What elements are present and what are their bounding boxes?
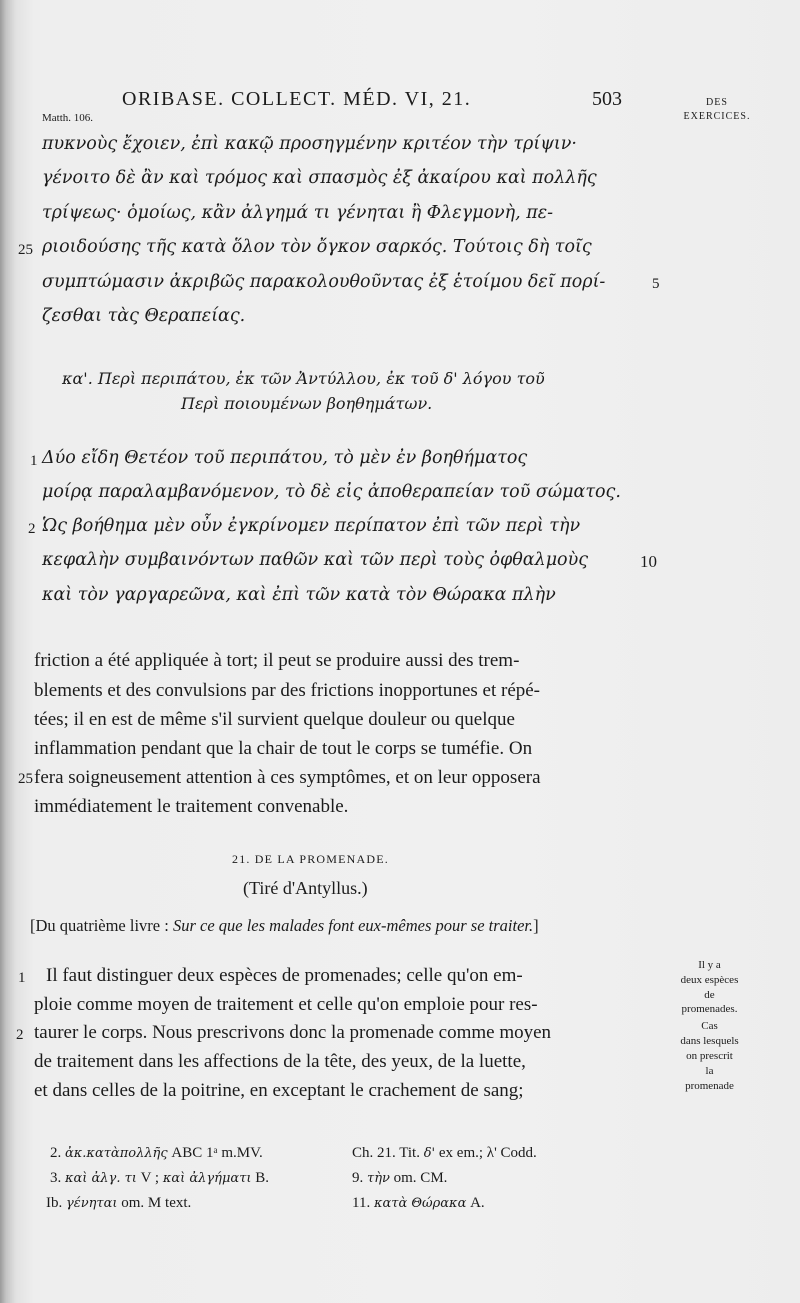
- greek-chapter-line: καὶ τὸν γαργαρεῶνα, καὶ ἐπὶ τῶν κατὰ τὸν Θώρακα πλὴν: [42, 585, 556, 605]
- footnote: Ch. 21. Tit. δ' ex em.; λ' Codd.: [352, 1145, 537, 1161]
- line-number-25: 25: [18, 242, 33, 258]
- french-body-line: ploie comme moyen de traitement et celle qu'on emploie pour res-: [34, 994, 538, 1015]
- book-note-suffix: ]: [533, 916, 539, 935]
- greek-line: συμπτώμασιν ἀκριβῶς παρακολουθοῦντας ἐξ ἑτοίμου δεῖ πορί-: [42, 272, 606, 292]
- line-number-25: 25: [18, 771, 33, 787]
- side-note-line: on prescrit: [686, 1050, 733, 1062]
- side-note-line: promenades.: [681, 1003, 738, 1015]
- greek-chapter-line: Δύο εἴδη Θετέον τοῦ περιπάτου, τὸ μὲν ἐν βοηθήματος: [42, 448, 528, 468]
- matthaei-reference: Matth. 106.: [42, 112, 94, 124]
- book-note-title: Sur ce que les malades font eux-mêmes pour se traiter.: [172, 916, 534, 935]
- french-line: blements et des convulsions par des frictions inopportunes et répé-: [34, 680, 541, 701]
- page-number: 503: [592, 88, 622, 110]
- running-title: ORIBASE. COLLECT. MÉD. VI, 21.: [122, 88, 472, 110]
- line-number-5: 5: [652, 276, 660, 292]
- book-note-prefix: [Du quatrième livre :: [30, 916, 173, 935]
- margin-heading-line-1: DES: [706, 97, 728, 108]
- french-body-line: taurer le corps. Nous prescrivons donc la promenade comme moyen: [34, 1022, 552, 1043]
- footnote: 9. τὴν om. CM.: [352, 1170, 448, 1186]
- sentence-number-1: 1: [30, 453, 38, 469]
- greek-line: ζεσθαι τὰς Θεραπείας.: [42, 306, 246, 326]
- side-note-line: la: [705, 1065, 714, 1077]
- french-body-line: et dans celles de la poitrine, en exceptant le crachement de sang;: [34, 1080, 524, 1101]
- greek-line: πυκνοὺς ἔχοιεν, ἐπὶ κακῷ προσηγμένην κριτέον τὴν τρίψιν·: [42, 134, 577, 154]
- sentence-number-1: 1: [18, 970, 26, 986]
- french-line: fera soigneusement attention à ces symptômes, et on leur opposera: [34, 767, 541, 788]
- section-title: 21. DE LA PROMENADE.: [232, 852, 390, 866]
- footnote: 11. κατὰ Θώρακα A.: [352, 1195, 485, 1211]
- greek-chapter-title-line-2: Περὶ ποιουμένων βοηθημάτων.: [181, 394, 433, 413]
- greek-chapter-line: μοίρᾳ παραλαμβανόμενον, τὸ δὲ εἰς ἀποθεραπείαν τοῦ σώματος.: [42, 482, 621, 502]
- side-note-line: Il y a: [698, 959, 721, 971]
- french-line: friction a été appliquée à tort; il peut se produire aussi des trem-: [34, 650, 520, 671]
- side-note-line: de: [704, 989, 715, 1001]
- side-note-line: promenade: [685, 1080, 734, 1092]
- footnote: 3. καὶ ἀλγ. τι V ; καὶ ἀλγήματι B.: [50, 1170, 270, 1186]
- french-body-line: de traitement dans les affections de la tête, des yeux, de la luette,: [34, 1051, 526, 1072]
- greek-line: ριοιδούσης τῆς κατὰ ὅλον τὸν ὄγκον σαρκός. Τούτοις δὴ τοῖς: [42, 237, 592, 257]
- french-line: immédiatement le traitement convenable.: [34, 796, 349, 817]
- greek-line: τρίψεως· ὁμοίως, κἂν ἀλγημά τι γένηται ἢ Φλεγμονὴ, πε-: [42, 203, 554, 223]
- side-note-line: dans lesquels: [680, 1035, 739, 1047]
- french-body-line: Il faut distinguer deux espèces de promenades; celle qu'on em-: [46, 965, 523, 986]
- footnote: 2. ἀκ.κατὰπολλῆς ABC 1ᵃ m.MV.: [50, 1145, 263, 1161]
- french-line: inflammation pendant que la chair de tout le corps se tuméfie. On: [34, 738, 533, 759]
- side-note-line: Cas: [701, 1020, 718, 1032]
- greek-chapter-title-line-1: κα'. Περὶ περιπάτου, ἐκ τῶν Ἀντύλλου, ἐκ τοῦ δ' λόγου τοῦ: [62, 369, 545, 388]
- side-note-line: deux espèces: [680, 974, 739, 986]
- sentence-number-2: 2: [28, 521, 36, 537]
- greek-chapter-line: Ὡς βοήθημα μὲν οὖν ἐγκρίνομεν περίπατον ἐπὶ τῶν περὶ τὴν: [42, 516, 581, 536]
- greek-line: γένοιτο δὲ ἂν καὶ τρόμος καὶ σπασμὸς ἐξ ἀκαίρου καὶ πολλῆς: [42, 168, 597, 188]
- section-source: (Tiré d'Antyllus.): [243, 878, 368, 898]
- greek-chapter-line: κεφαλὴν συμβαινόντων παθῶν καὶ τῶν περὶ τοὺς ὀφθαλμοὺς: [42, 550, 589, 570]
- footnote: Ib. γένηται om. M text.: [46, 1195, 192, 1211]
- margin-heading-line-2: EXERCICES.: [683, 111, 751, 122]
- line-number-10: 10: [640, 552, 657, 571]
- french-line: tées; il en est de même s'il survient quelque douleur ou quelque: [34, 709, 515, 730]
- book-note: [30, 916, 539, 936]
- sentence-number-2: 2: [16, 1027, 24, 1043]
